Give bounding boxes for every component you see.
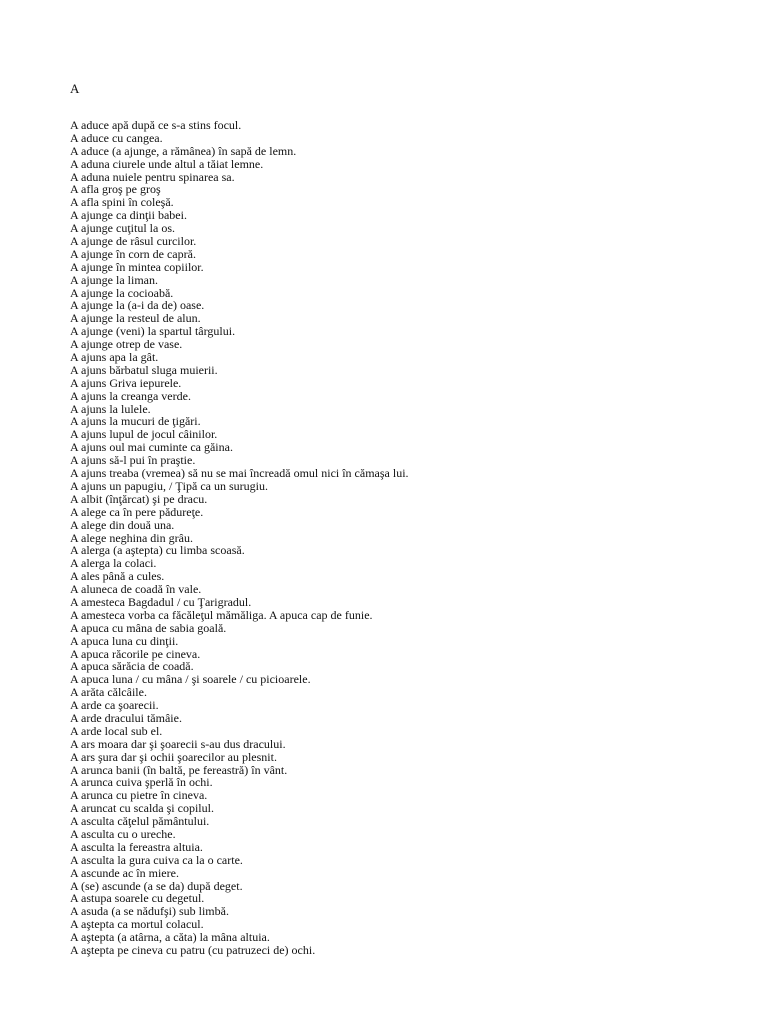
list-item: A ajunge la (a-i da de) oase.	[70, 298, 205, 313]
list-item: A ajunge la liman.	[70, 272, 158, 287]
list-item: A ajuns oul mai cuminte ca găina.	[70, 440, 233, 455]
list-item: A asuda (a se nădufşi) sub limbă.	[70, 904, 229, 919]
list-item: A afla groş pe groş	[70, 182, 161, 197]
list-item: A ajunge cuţitul la os.	[70, 221, 175, 236]
section-letter-heading: A	[70, 81, 80, 96]
list-item: A ajuns treaba (vremea) să nu se mai încreadă omul nici în cămaşa lui.	[70, 466, 409, 481]
list-item: A ajuns să-l pui în praştie.	[70, 453, 196, 468]
list-item: A arunca cuiva şperlă în ochi.	[70, 775, 213, 790]
list-item: A aluneca de coadă în vale.	[70, 582, 202, 597]
list-item: A ajuns la mucuri de ţigări.	[70, 414, 201, 429]
list-item: A apuca răcorile pe cineva.	[70, 646, 201, 661]
list-item: A alerga la colaci.	[70, 556, 157, 571]
list-item: A aduna nuiele pentru spinarea sa.	[70, 169, 235, 184]
list-item: A ajuns lupul de jocul câinilor.	[70, 427, 218, 442]
list-item: A aduna ciurele unde altul a tăiat lemne.	[70, 156, 264, 171]
list-item: A alerga (a aştepta) cu limba scoasă.	[70, 543, 245, 558]
list-item: A ajuns apa la gât.	[70, 350, 159, 365]
list-item: A asculta căţelul pământului.	[70, 814, 210, 829]
list-item: A aduce (a ajunge, a rămânea) în sapă de lemn.	[70, 143, 297, 158]
list-item: A ajunge (veni) la spartul târgului.	[70, 324, 236, 339]
list-item: A alege ca în pere pădureţe.	[70, 504, 204, 519]
list-item: A astupa soarele cu degetul.	[70, 891, 205, 906]
list-item: A ajunge de râsul curcilor.	[70, 234, 197, 249]
list-item: A albit (înţărcat) şi pe dracu.	[70, 491, 208, 506]
list-item: A (se) ascunde (a se da) după deget.	[70, 878, 243, 893]
list-item: A ajuns la lulele.	[70, 401, 151, 416]
list-item: A ajunge la resteul de alun.	[70, 311, 201, 326]
list-item: A alege din două una.	[70, 517, 175, 532]
list-item: A aştepta pe cineva cu patru (cu patruzeci de) ochi.	[70, 943, 316, 957]
list-item: A alege neghina din grâu.	[70, 530, 193, 545]
list-item: A asculta la gura cuiva ca la o carte.	[70, 852, 243, 867]
list-item: A aruncat cu scalda şi copilul.	[70, 801, 214, 816]
list-item: A ajuns la creanga verde.	[70, 388, 191, 403]
list-item: A ajunge în mintea copiilor.	[70, 259, 204, 274]
list-item: A ars moara dar şi şoarecii s-au dus dracului.	[70, 736, 286, 751]
proverb-list	[70, 119, 409, 957]
list-item: A aduce apă după ce s-a stins focul.	[70, 118, 242, 132]
list-item: A aştepta (a atârna, a căta) la mâna altuia.	[70, 930, 270, 945]
list-item: A ajunge la cocioabă.	[70, 285, 174, 300]
list-item: A ajunge în corn de capră.	[70, 246, 196, 261]
list-item: A apuca luna cu dinţii.	[70, 633, 179, 648]
list-item: A aduce cu cangea.	[70, 130, 163, 145]
list-item: A ascunde ac în miere.	[70, 865, 179, 880]
list-item: A arunca banii (în baltă, pe fereastră) în vânt.	[70, 762, 288, 777]
list-item: A arde ca şoarecii.	[70, 698, 159, 713]
list-item: A afla spini în coleşă.	[70, 195, 174, 210]
list-item: A apuca sărăcia de coadă.	[70, 659, 194, 674]
list-item: A ars şura dar şi ochii şoarecilor au plesnit.	[70, 749, 277, 764]
list-item: A ajuns un papugiu, / Ţipă ca un surugiu.	[70, 478, 268, 493]
list-item: A ajuns Griva iepurele.	[70, 375, 182, 390]
list-item: A ajunge ca dinţii babei.	[70, 208, 187, 223]
list-item: A amesteca vorba ca făcăleţul mămăliga. A apuca cap de funie.	[70, 607, 373, 622]
list-item: A arăta călcâile.	[70, 685, 147, 700]
list-item: A asculta la fereastra altuia.	[70, 839, 203, 854]
list-item: A apuca luna / cu mâna / şi soarele / cu picioarele.	[70, 672, 311, 687]
list-item: A ales până a cules.	[70, 569, 165, 584]
list-item: A amesteca Bagdadul / cu Ţarigradul.	[70, 594, 252, 609]
list-item: A aştepta ca mortul colacul.	[70, 917, 204, 932]
list-item: A ajunge otrep de vase.	[70, 337, 183, 352]
list-item: A arde dracului tămâie.	[70, 710, 182, 725]
list-item: A ajuns bărbatul sluga muierii.	[70, 362, 218, 377]
list-item: A arunca cu pietre în cineva.	[70, 788, 208, 803]
list-item: A arde local sub el.	[70, 723, 163, 738]
list-item: A apuca cu mâna de sabia goală.	[70, 620, 227, 635]
list-item: A asculta cu o ureche.	[70, 826, 176, 841]
